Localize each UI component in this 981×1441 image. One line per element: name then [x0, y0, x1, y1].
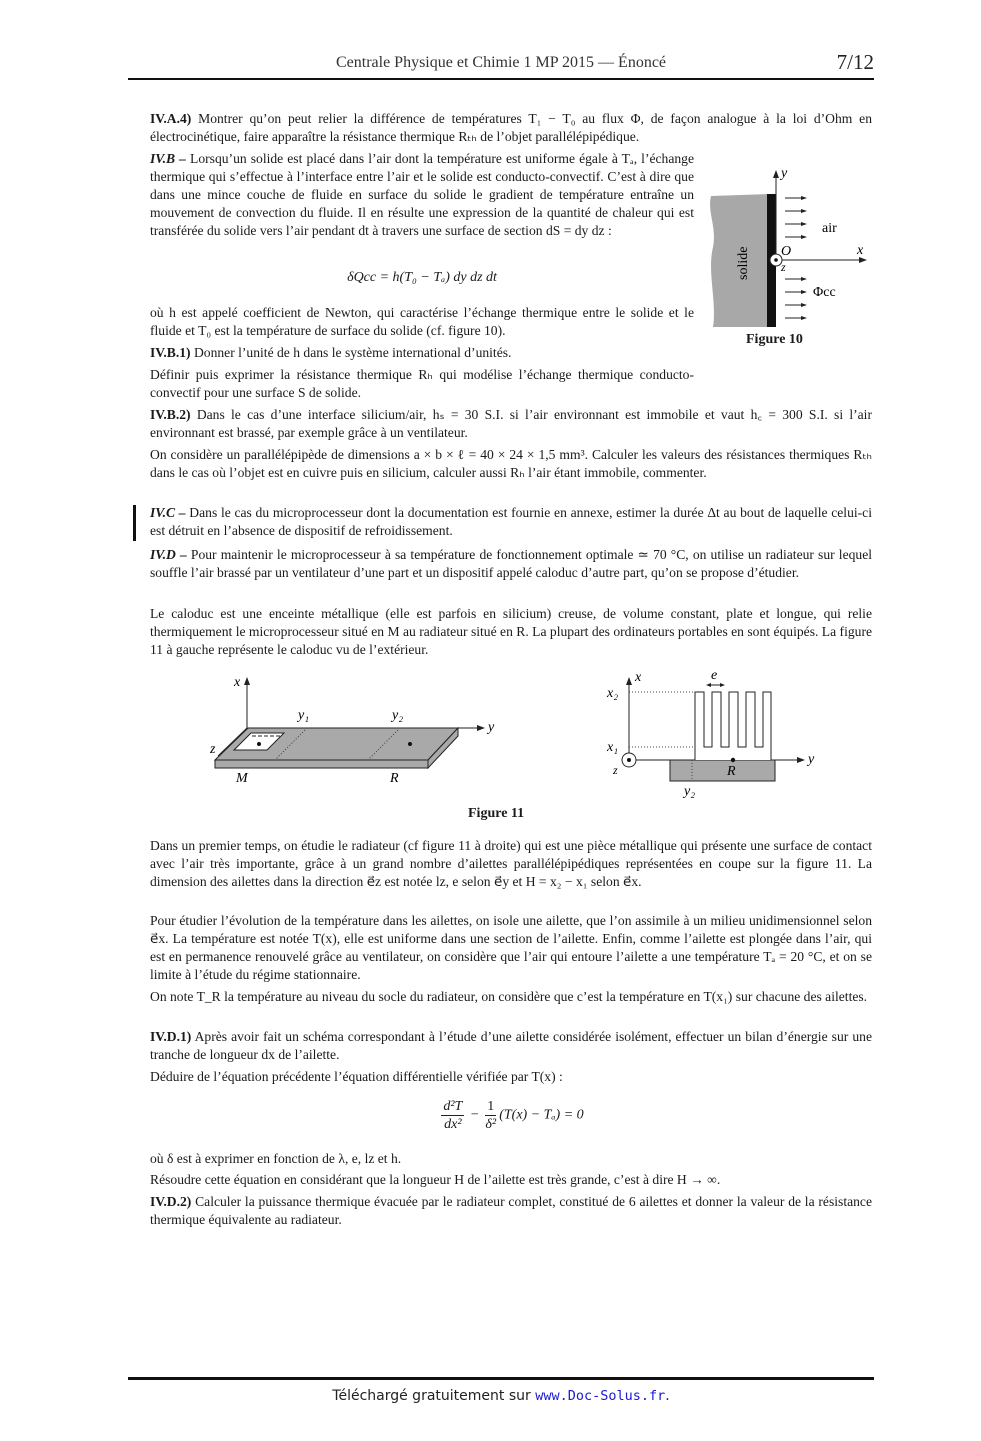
- figure-10-caption: Figure 10: [746, 332, 803, 347]
- question-ivd1: [150, 1028, 872, 1064]
- section-text: Pour maintenir le microprocesseur à sa température de fonctionnement optimale ≃ 70 °C, on utilise un radiateur sur lequel souffle l’air brassé par un ventilateur d’une part et un dispositif appelé caloduc d’autre part, qu’on se propose d’étudier.: [150, 547, 873, 580]
- paragraph-delta: où δ est à exprimer en fonction de λ, e, lz et h.: [150, 1151, 402, 1166]
- paragraph-ailette: Pour étudier l’évolution de la température dans les ailettes, on isole une ailette, que l’on assimile à un milieu unidimensionnel selon e⃗x. La température est notée T(x), elle est uniforme dans une section de l’ailette. Enfin, comme l’ailette est plongée dans l’air, qui est en permanence renouvelé grâce au ventilateur, on considère que l’air qui entoure l’ailette a une température Tₐ = 20 °C, et on se limite à l’étude du régime stationnaire.: [150, 913, 872, 982]
- figure-11-caption: Figure 11: [468, 806, 525, 821]
- y-axis-arrow-icon: [797, 757, 805, 763]
- label-y1: y₁: [298, 708, 310, 723]
- label-origin: O: [781, 244, 792, 259]
- paragraph-caloduc: Le caloduc est une enceinte métallique (elle est parfois en silicium) creuse, de volume constant, plate et longue, qui relie thermiquement le microprocesseur situé en M au radiateur situé en R. La plupart des ordinateurs portables en sont équipés. La figure 11 à gauche représente le caloduc vu de l’extérieur.: [150, 606, 872, 657]
- page-number: 7/12: [836, 50, 874, 74]
- paragraph-parallelepiped: On considère un parallélépipède de dimensions a × b × ℓ = 40 × 24 × 1,5 mm³. Calculer les valeurs des résistances thermiques Rₜₕ dans le cas où l’objet est en cuivre puis en silicium, calculer aussi Rₕ l’air étant immobile, commenter.: [150, 447, 872, 480]
- page-header: [128, 52, 874, 80]
- question-ivd2: [150, 1193, 872, 1229]
- label-z: z: [210, 742, 216, 757]
- footer-rule: [128, 1377, 874, 1380]
- page-footer: [128, 1388, 874, 1404]
- label-m: M: [236, 771, 248, 786]
- flux-arrow-heads: [801, 196, 807, 320]
- question-label: IV.D.2): [150, 1194, 192, 1209]
- numerator: 1: [487, 1099, 495, 1114]
- figure-10: [705, 162, 875, 332]
- question-ivb2: [150, 406, 872, 442]
- label-y2: y₂: [392, 708, 404, 723]
- question-text: Dans le cas d’une interface silicium/air, hₛ = 30 S.I. si l’air environnant est immobile et vaut h꜀ = 300 S.I. si l’air environnant est brassé, par exemple grâce à un ventilateur.: [150, 407, 872, 440]
- question-text: Donner l’unité de h dans le système international d’unités.: [193, 345, 512, 360]
- document-title: Centrale Physique et Chimie 1 MP 2015 — Énoncé: [335, 54, 667, 71]
- section-text: Dans le cas du microprocesseur dont la documentation est fournie en annexe, estimer la durée Δt au bout de laquelle celui-ci est détruit en l’absence de dispositif de refroidissement.: [150, 505, 872, 538]
- label-x: x: [635, 670, 642, 685]
- point-r: [408, 742, 412, 746]
- section-label: IV.D –: [150, 547, 187, 562]
- change-bar: [133, 505, 136, 541]
- label-x: x: [857, 243, 864, 258]
- minus-sign: −: [470, 1107, 479, 1123]
- label-y: y: [488, 720, 495, 735]
- paragraph-resoudre: Résoudre cette équation en considérant que la longueur H de l’ailette est très grande, c’est à dire H → ∞.: [150, 1172, 721, 1187]
- paragraph-radiateur: Dans un premier temps, on étudie le radiateur (cf figure 11 à droite) qui est une pièce métallique qui présente une surface de contact avec l’air très importante, grâce à un grand nombre d’ailettes parallélépipédiques représentées en coupe sur la figure 11. La dimension des ailettes dans la direction e⃗z est notée lz, e selon e⃗y et H = x₂ − x₁ selon e⃗x.: [150, 838, 872, 889]
- footer-end: .: [665, 1388, 670, 1404]
- section-text: Lorsqu’un solide est placé dans l’air dont la température est uniforme égale à Tₐ, l’échange thermique qui s’effectue à l’interface entre l’air et le solide est conducto-convectif. C’est à dire que dans une mince couche de fluide en surface du solide le gradient de température entraîne un mouvement de convection du fluide. Il en résulte une expression de la quantité de chaleur qui est transférée du solide vers l’air pendant dt à travers une surface de section dS = dy dz :: [150, 151, 695, 238]
- question-text: Montrer qu’on peut relier la différence de températures T₁ − T₀ au flux Φ, de façon analogue à la loi d’Ohm en électrocinétique, faire apparaître la résistance thermique Rₜₕ de l’objet parallélépipédique.: [150, 111, 872, 144]
- question-label: IV.B.2): [150, 407, 191, 422]
- z-axis-dot: [774, 258, 778, 262]
- question-label: IV.A.4): [150, 111, 192, 126]
- label-air: air: [822, 221, 837, 236]
- label-z: z: [613, 763, 618, 777]
- equation-rest: (T(x) − Tₐ) = 0: [499, 1107, 584, 1123]
- z-axis-dot: [627, 758, 631, 762]
- label-x2: x₂: [607, 686, 619, 701]
- point-m: [257, 742, 261, 746]
- label-x1: x₁: [607, 740, 619, 755]
- section-ivb: [150, 150, 694, 240]
- fraction-d2t: [441, 1098, 464, 1133]
- denominator: dx²: [444, 1117, 462, 1132]
- point-r: [731, 758, 735, 762]
- paragraph-tr: On note T_R la température au niveau du socle du radiateur, on considère que c’est la température en T(x₁) sur chacune des ailettes.: [150, 989, 868, 1004]
- section-label: IV.C –: [150, 505, 186, 520]
- plate-front: [215, 760, 428, 768]
- paragraph-rh: Définir puis exprimer la résistance thermique Rₕ qui modélise l’échange thermique conducto-convectif pour une surface S de solide.: [150, 367, 694, 400]
- figure-11-right: [595, 668, 820, 800]
- label-z: z: [781, 260, 786, 274]
- label-y: y: [781, 166, 788, 181]
- equation-dq: δQcc = h(T₀ − Tₐ) dy dz dt: [347, 270, 497, 285]
- question-text: Calculer la puissance thermique évacuée par le radiateur complet, constitué de 6 ailettes et donner la valeur de la résistance thermique équivalente au radiateur.: [150, 1194, 872, 1227]
- paragraph-deduire: Déduire de l’équation précédente l’équation différentielle vérifiée par T(x) :: [150, 1069, 563, 1084]
- footer-link[interactable]: www.Doc-Solus.fr: [535, 1388, 666, 1404]
- numerator: d²T: [443, 1099, 463, 1114]
- section-label: IV.B –: [150, 151, 186, 166]
- e-arrow-right-icon: [720, 683, 725, 687]
- fraction-delta: [485, 1098, 496, 1133]
- radiator-base: [670, 760, 775, 781]
- paragraph-newton: où h est appelé coefficient de Newton, qui caractérise l’échange thermique entre le solide et le fluide et T₀ est la température de surface du solide (cf. figure 10).: [150, 305, 694, 338]
- label-solide: solide: [736, 246, 751, 280]
- y-axis-arrow-icon: [773, 170, 779, 178]
- label-y2: y₂: [684, 784, 696, 799]
- label-e: e: [711, 668, 718, 683]
- question-label: IV.B.1): [150, 345, 191, 360]
- label-r: R: [390, 771, 399, 786]
- figure-11-left: [200, 668, 510, 793]
- footer-text: Téléchargé gratuitement sur: [332, 1388, 531, 1404]
- label-x: x: [234, 675, 241, 690]
- x-axis-arrow-icon: [244, 677, 250, 685]
- x-axis-arrow-icon: [626, 677, 632, 685]
- question-label: IV.D.1): [150, 1029, 192, 1044]
- section-ivd: [150, 546, 872, 582]
- e-arrow-left-icon: [706, 683, 711, 687]
- question-iva4: [150, 110, 872, 146]
- label-y: y: [808, 752, 815, 767]
- equation-differential: [150, 1098, 872, 1133]
- label-r: R: [727, 764, 736, 779]
- question-text: Après avoir fait un schéma correspondant à l’étude d’une ailette considérée isolément, effectuer un bilan d’énergie sur une tranche de longueur dx de l’ailette.: [150, 1029, 872, 1062]
- label-phi-cc: Φcc: [813, 285, 836, 300]
- question-ivb1: [150, 344, 694, 362]
- denominator: δ²: [485, 1117, 497, 1132]
- section-ivc: [150, 504, 872, 540]
- y-axis-arrow-icon: [477, 725, 485, 731]
- radiator-fins: [695, 692, 771, 760]
